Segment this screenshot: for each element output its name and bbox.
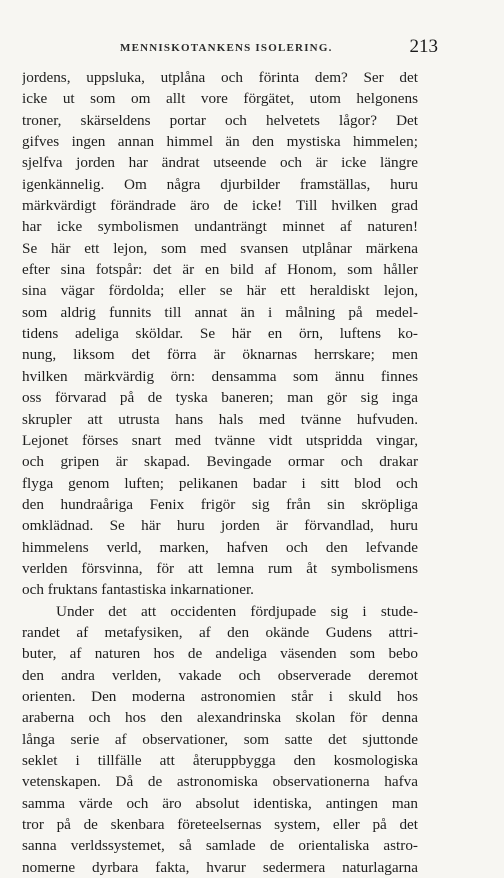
text-line: buter, af naturen hos de andeliga väsenden som bebo <box>22 645 418 663</box>
text-line: troner, skärseldens portar och helvetets lågor? Det <box>22 111 418 129</box>
text-line: igenkännelig. Om några djurbilder framställas, huru <box>22 175 418 193</box>
text-line: hvilken märkvärdig örn: densamma som ännu finnes <box>22 367 418 385</box>
text-line: tidens adeliga sköldar. Se här en örn, luftens ko- <box>22 325 418 343</box>
text-line: Se här ett lejon, som med svansen utplånar märkena <box>22 239 418 257</box>
text-line: den hundraåriga Fenix frigör sig från sin skröpliga <box>22 495 418 513</box>
text-line: märkvärdigt förändrade äro de icke! Till hvilken grad <box>22 197 418 215</box>
text-line: seklet i tillfälle att återuppbygga den kosmologiska <box>22 752 418 769</box>
text-line: jordens, uppsluka, utplåna och förinta dem? Ser det <box>22 69 418 86</box>
text-line: sjelfva jorden har ändrat utseende och är icke längre <box>22 154 418 172</box>
text-line: oss förvarad på de tyska baneren; man gör sig inga <box>22 389 418 407</box>
text-line: Under det att occidenten fördjupade sig i stude- <box>56 602 418 620</box>
text-line: skrupler att utrusta hans hals med tvänne hufvuden. <box>22 410 418 428</box>
text-line: har icke symbolismen undanträngt minnet af naturen! <box>22 218 418 236</box>
text-line: omklädnad. Se här huru jorden är förvandlad, huru <box>22 517 418 535</box>
text-line: flyga genom luften; pelikanen badar i sitt blod och <box>22 474 418 492</box>
text-line: verlden försvinna, för att lemna rum åt symbolismens <box>22 559 418 577</box>
text-line: nung, liksom det förra är öknarnas herrskare; men <box>22 346 418 364</box>
text-line: araberna och hos den alexandrinska skolan för denna <box>22 709 418 727</box>
running-head <box>24 36 484 60</box>
text-line: sina vägar fördolda; eller se här ett heraldiskt lejon, <box>22 282 418 300</box>
paragraph <box>22 601 418 878</box>
text-line: och fruktans fantastiska inkarnationer. <box>22 581 254 599</box>
text-line: efter sina fotspår: det är en bild af Honom, som håller <box>22 261 418 279</box>
running-title: MENNISKOTANKENS ISOLERING. <box>120 42 333 54</box>
text-line: orienten. Den moderna astronomien står i skuld hos <box>22 687 418 705</box>
text-line: himmelens verld, marken, hafven och den lefvande <box>22 538 418 556</box>
text-line: den andra verlden, vakade och observerade deremot <box>22 666 418 684</box>
text-line: långa serie af observationer, som satte det sjuttonde <box>22 730 418 748</box>
text-line: och gripen är skapad. Bevingade ormar och drakar <box>22 453 418 471</box>
text-line: sanna verldssystemet, så samlade de orientaliska astro- <box>22 837 418 855</box>
text-line: icke ut som om allt vore förgätet, utom helgonens <box>22 90 418 108</box>
text-line: samma värde och äro absolut identiska, antingen man <box>22 794 418 812</box>
paragraph <box>22 67 418 601</box>
text-line: randet af metafysiken, af den okände Gudens attri- <box>22 623 418 641</box>
text-line: tror på de skenbara företeelsernas system, eller på det <box>22 816 418 834</box>
text-line: nomerne dyrbara fakta, hvarur sedermera naturlagarna <box>22 858 418 876</box>
page-number: 213 <box>409 36 438 57</box>
text-line: vetenskapen. Då de astronomiska observationerna hafva <box>22 773 418 791</box>
text-line: som aldrig funnits till annat än i målning på medel- <box>22 303 418 321</box>
text-line: Lejonet förses snart med tvänne vidt utspridda vingar, <box>22 431 418 449</box>
text-line: gifves ingen annan himmel än den mystiska himmelen; <box>22 133 418 151</box>
body-text <box>22 67 418 878</box>
